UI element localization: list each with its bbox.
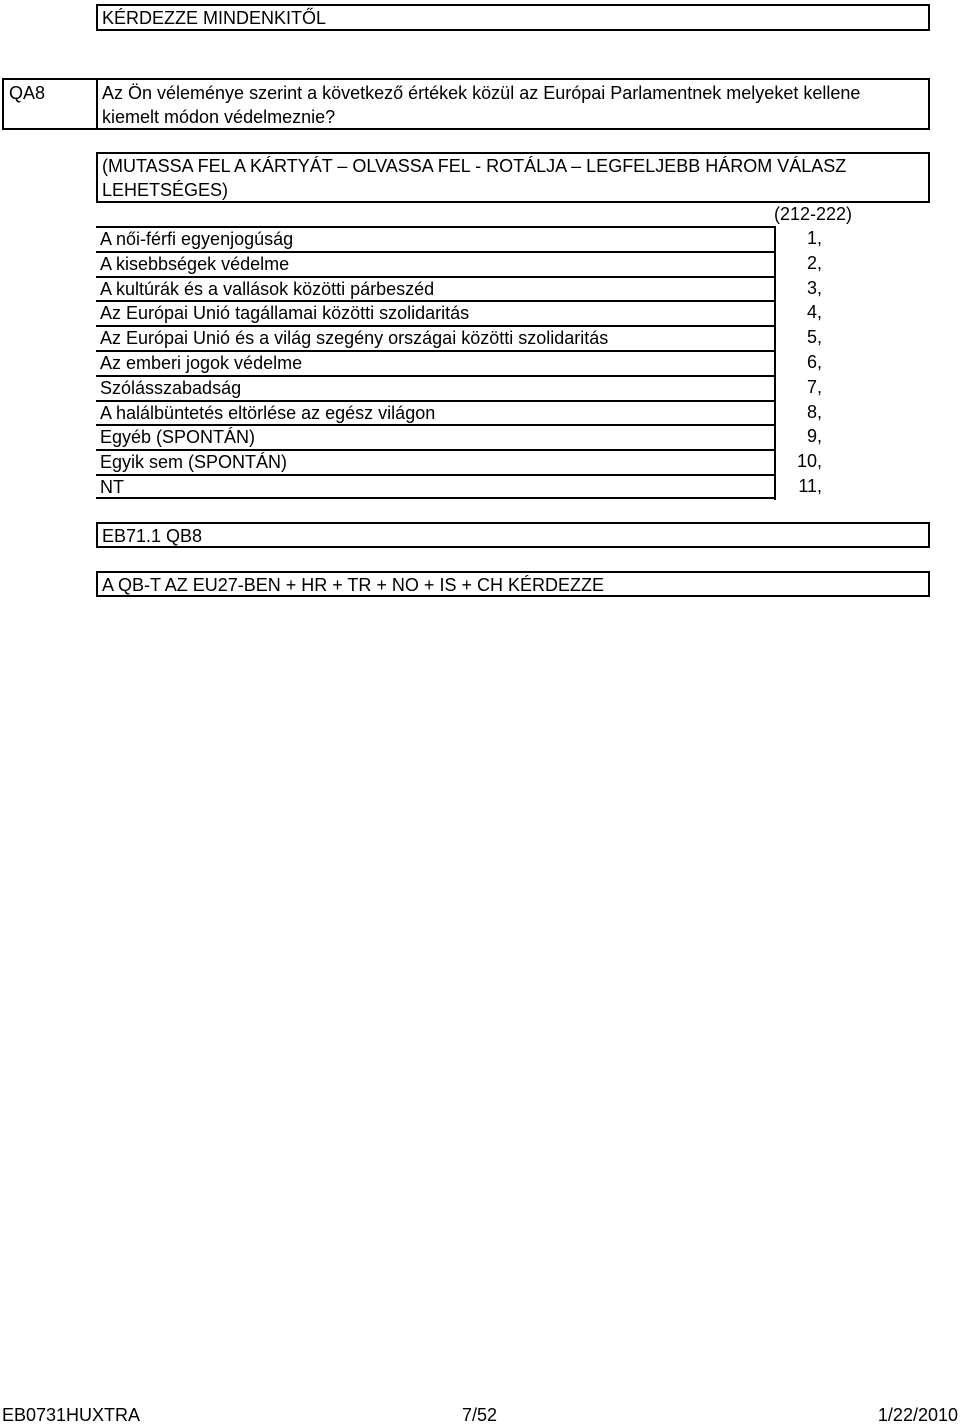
list-item <box>96 449 774 474</box>
options-right-border <box>774 226 776 500</box>
option-label: A női-férfi egyenjogúság <box>100 229 294 249</box>
asked-to-text: A QB-T AZ EU27-BEN + HR + TR + NO + IS + CH KÉRDEZZE <box>102 575 604 595</box>
list-item <box>96 474 774 499</box>
code-range: (212-222) <box>774 204 853 224</box>
option-label: Az Európai Unió tagállamai közötti szolidaritás <box>100 303 470 324</box>
option-code: 1, <box>806 228 822 248</box>
footer-page-number: 7/52 <box>462 1405 498 1425</box>
list-item <box>96 375 774 400</box>
list-item <box>96 424 774 449</box>
ask-all-text: KÉRDEZZE MINDENKITŐL <box>102 8 327 28</box>
source-reference: EB71.1 QB8 <box>102 526 203 546</box>
option-label: Az emberi jogok védelme <box>100 353 303 373</box>
question-code: QA8 <box>9 83 46 103</box>
list-item <box>96 350 774 375</box>
list-item <box>96 251 774 276</box>
footer-doc-id: EB0731HUXTRA <box>2 1405 141 1425</box>
option-code: 9, <box>806 426 822 447</box>
option-code: 3, <box>806 277 822 298</box>
question-box <box>2 78 930 130</box>
option-code: 8, <box>806 401 822 422</box>
option-code: 5, <box>806 327 822 348</box>
option-code: 10, <box>796 451 822 472</box>
option-label: A kisebbségek védelme <box>100 253 290 274</box>
instruction-text: (MUTASSA FEL A KÁRTYÁT – OLVASSA FEL - ROTÁLJA – LEGFELJEBB HÁROM VÁLASZ LEHETSÉGES) <box>102 156 847 200</box>
list-item <box>96 276 774 301</box>
option-code: 7, <box>806 376 822 397</box>
option-label: Az Európai Unió és a világ szegény országai közötti szolidaritás <box>100 328 609 349</box>
source-reference-box <box>96 522 930 548</box>
question-text: Az Ön véleménye szerint a következő értékek közül az Európai Parlamentnek melyeket kellene kiemelt módon védelmeznie? <box>102 83 861 127</box>
option-code: 11, <box>798 476 822 496</box>
list-item <box>96 325 774 350</box>
option-label: Szólásszabadság <box>100 377 242 398</box>
footer-date: 1/22/2010 <box>877 1405 958 1425</box>
option-label: Egyéb (SPONTÁN) <box>100 427 256 448</box>
list-item <box>96 226 774 251</box>
option-label: NT <box>100 477 124 497</box>
option-code: 6, <box>806 352 822 372</box>
interviewer-instruction <box>96 152 930 203</box>
asked-to-box <box>96 571 930 597</box>
option-label: A kultúrák és a vallások közötti párbeszéd <box>100 278 435 299</box>
option-label: Egyik sem (SPONTÁN) <box>100 452 288 473</box>
option-code: 4, <box>806 302 822 323</box>
option-code: 2, <box>806 252 822 273</box>
question-divider <box>96 80 98 128</box>
option-label: A halálbüntetés eltörlése az egész világon <box>100 402 436 423</box>
list-item <box>96 400 774 425</box>
ask-all-header <box>96 4 930 31</box>
list-item <box>96 300 774 325</box>
